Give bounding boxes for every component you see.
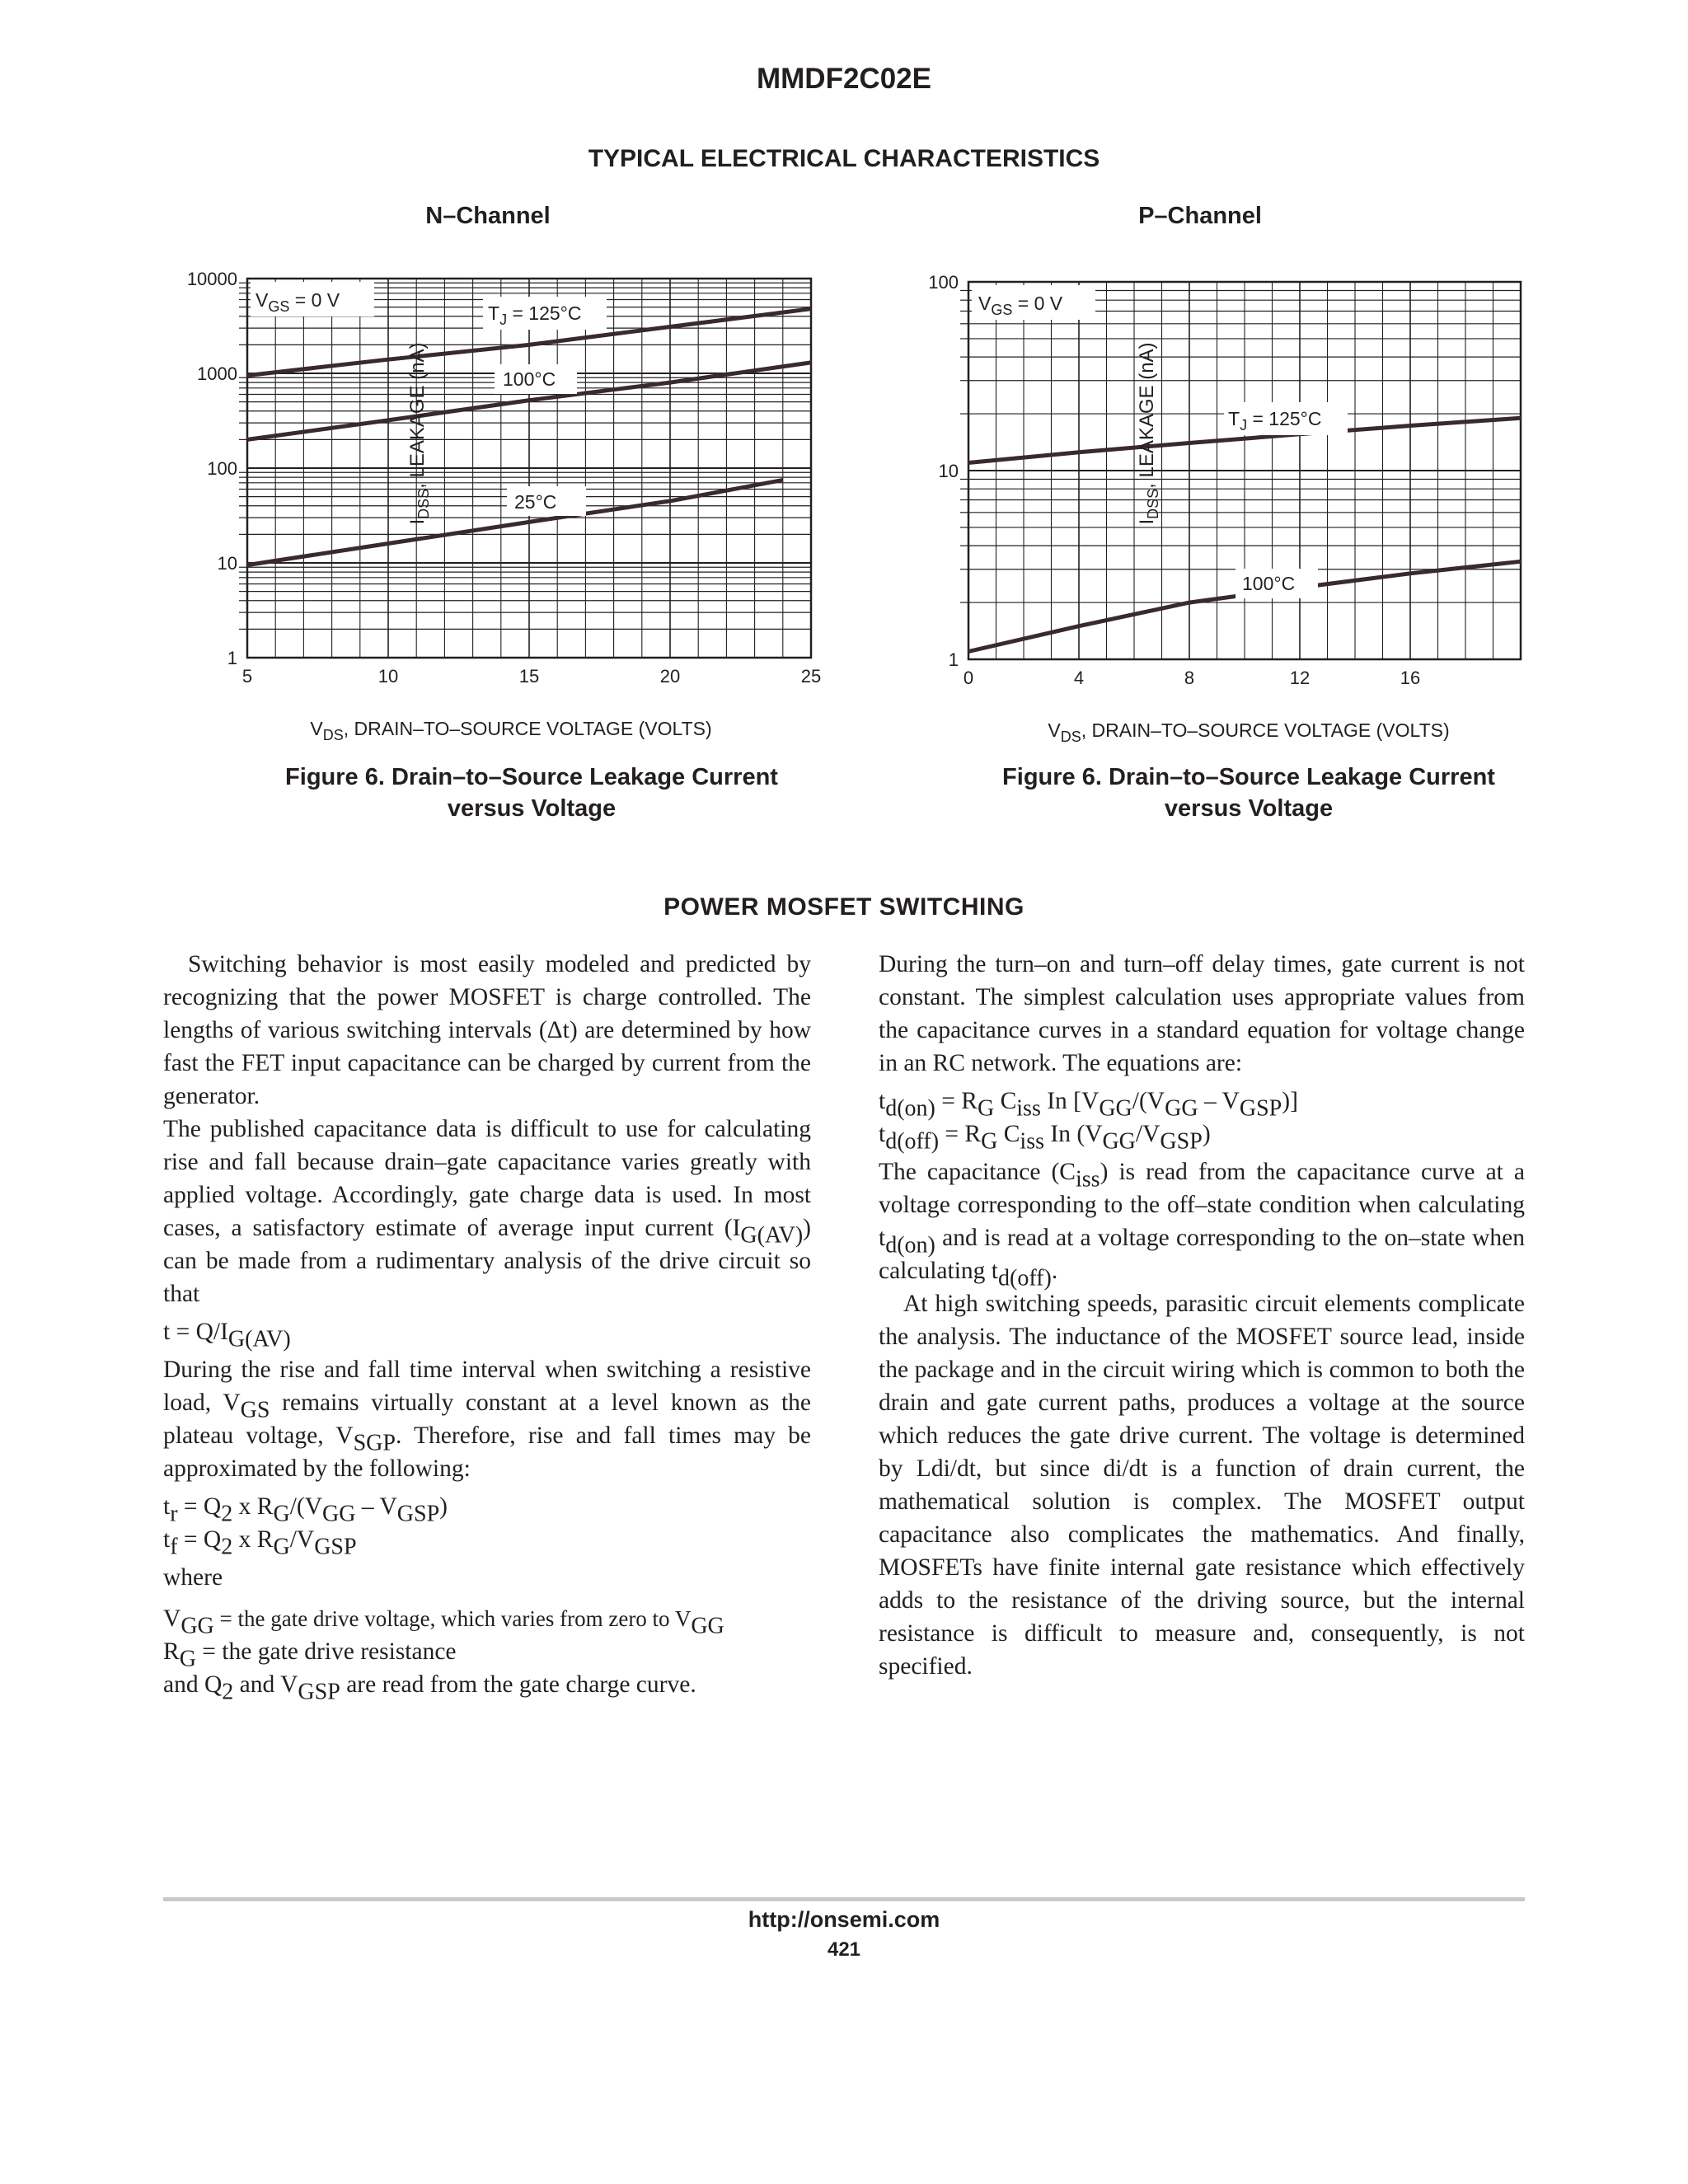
y-tick-label: 1: [948, 649, 959, 670]
equation-tf: $t_f = Q_2$ x $R_G/V_{GSP}$: [163, 1526, 357, 1560]
y-tick-label: 1: [227, 648, 237, 668]
footer-divider: [163, 1897, 1525, 1901]
n-series-label-125c: $T_J = 125^\circ C$: [488, 302, 582, 328]
x-tick-label: 25: [800, 666, 822, 687]
n-vgs-annotation: $V_{GS} = 0$ V: [256, 289, 340, 315]
y-tick-label: 100: [207, 458, 237, 479]
y-tick-label: 100: [928, 272, 959, 293]
where-label: where: [163, 1564, 223, 1591]
paragraph: The published capacitance data is difficult to use for calculating rise and fall because drain–gate capacitance varies greatly with applied voltage. Accordingly, gate charge data is used. In most cases, a satisfactory estimate of average input current $(I_{G(AV)})$ can be made from a rudimentary analysis of the drive circuit so that: [163, 1116, 811, 1307]
p-series-label-100c: 100°C: [1242, 573, 1296, 594]
p-y-axis-label: $I_{DSS}$, LEAKAGE (nA): [1136, 342, 1161, 525]
equation-td-off: $t_{d(off)} = R_G$ $C_{iss}$ In $(V_{GG}/V_{GSP})$: [879, 1121, 1211, 1155]
y-tick-label: 10000: [186, 269, 237, 289]
x-tick-label: 20: [659, 666, 681, 687]
left-text-column: [163, 948, 811, 1705]
footer-url-link[interactable]: http://onsemi.com: [748, 1907, 940, 1932]
y-tick-label: 10: [938, 461, 959, 481]
paragraph: At high switching speeds, parasitic circuit elements complicate the analysis. The inductance of the MOSFET source lead, inside the package and in the circuit wiring which is common to both the drain and gate current paths, produces a voltage at the source which reduces the gate drive current. The voltage is determined by Ldi/dt, but since di/dt is a function of drain current, the mathematical solution is complex. The MOSFET output capacitance also complicates the mathematics. And finally, MOSFETs have finite internal gate resistance which effectively adds to the resistance of the driving source, but the internal resistance is difficult to measure and, consequently, is not specified.: [879, 1291, 1525, 1680]
p-channel-label: P–Channel: [1138, 203, 1262, 229]
definition-rg: $R_G$ = the gate drive resistance: [163, 1638, 457, 1672]
n-series-label-25c: 25°C: [514, 491, 557, 513]
x-tick-label: 0: [963, 668, 974, 688]
n-channel-label: N–Channel: [425, 203, 551, 229]
x-tick-label: 16: [1400, 668, 1421, 688]
page-number: 421: [827, 1938, 861, 1961]
x-tick-label: 5: [241, 666, 253, 687]
definition-q2: and $Q_2$ and $V_{GSP}$ are read from the gate charge curve.: [163, 1671, 696, 1705]
paragraph: During the turn–on and turn–off delay times, gate current is not constant. The simplest calculation uses appropriate values from the capacitance curves in a standard equation for voltage change in an RC network. The equations are:: [879, 951, 1525, 1076]
y-tick-label: 10: [217, 553, 237, 574]
section-title: TYPICAL ELECTRICAL CHARACTERISTICS: [588, 145, 1100, 172]
p-series-label-125c: $T_J = 125^\circ C$: [1228, 408, 1322, 434]
x-tick-label: 12: [1289, 668, 1311, 688]
x-tick-label: 8: [1184, 668, 1195, 688]
paragraph: The capacitance $(C_{iss})$ is read from the capacitance curve at a voltage corresponding to the off–state condition when calculating $t_{d(on)}$ and is read at a voltage corresponding to the on–state when calculating $t_{d(off)}$.: [879, 1159, 1525, 1291]
x-tick-label: 15: [518, 666, 540, 687]
n-series-label-100c: 100°C: [503, 368, 556, 390]
paragraph: During the rise and fall time interval when switching a resistive load, $V_{GS}$ remains virtually constant at a level known as the plateau voltage, $V_{SGP}$. Therefore, rise and fall times may be approximated by the following:: [163, 1357, 811, 1482]
y-tick-label: 1000: [197, 363, 237, 384]
right-text-column: [879, 948, 1525, 1683]
definition-vgg: $V_{GG}$ = the gate drive voltage, which varies from zero to $V_{GG}$: [163, 1605, 724, 1639]
x-tick-label: 10: [377, 666, 399, 687]
p-channel-caption: Figure 6. Drain–to–Source Leakage Current versus Voltage: [1002, 764, 1495, 822]
x-tick-label: 4: [1073, 668, 1085, 688]
equation-td-on: $t_{d(on)} = R_G$ $C_{iss}$ In $[V_{GG}/(V_{GG} - V_{GSP})]$: [879, 1088, 1298, 1122]
n-channel-caption: Figure 6. Drain–to–Source Leakage Current versus Voltage: [285, 764, 778, 822]
equation-tr: $t_r = Q_2$ x $R_G/(V_{GG} - V_{GSP})$: [163, 1493, 448, 1527]
p-vgs-annotation: $V_{GS} = 0$ V: [978, 293, 1063, 318]
document-title: MMDF2C02E: [757, 63, 931, 95]
n-channel-chart: [157, 264, 841, 750]
n-y-axis-label: $I_{DSS}$, LEAKAGE (nA): [406, 342, 432, 525]
paragraph: Switching behavior is most easily modeled and predicted by recognizing that the power MOSFET is charge controlled. The lengths of various switching intervals (Δt) are determined by how fast the FET input capacitance can be charged by current from the generator.: [163, 951, 811, 1109]
p-channel-chart: [886, 264, 1537, 750]
n-x-axis-label: $V_{DS}$, DRAIN–TO–SOURCE VOLTAGE (VOLTS): [310, 718, 712, 743]
switching-section-title: POWER MOSFET SWITCHING: [663, 893, 1025, 921]
equation-t: $t = Q/I_{G(AV)}$: [163, 1319, 291, 1352]
p-x-axis-label: $V_{DS}$, DRAIN–TO–SOURCE VOLTAGE (VOLTS): [1048, 719, 1450, 745]
